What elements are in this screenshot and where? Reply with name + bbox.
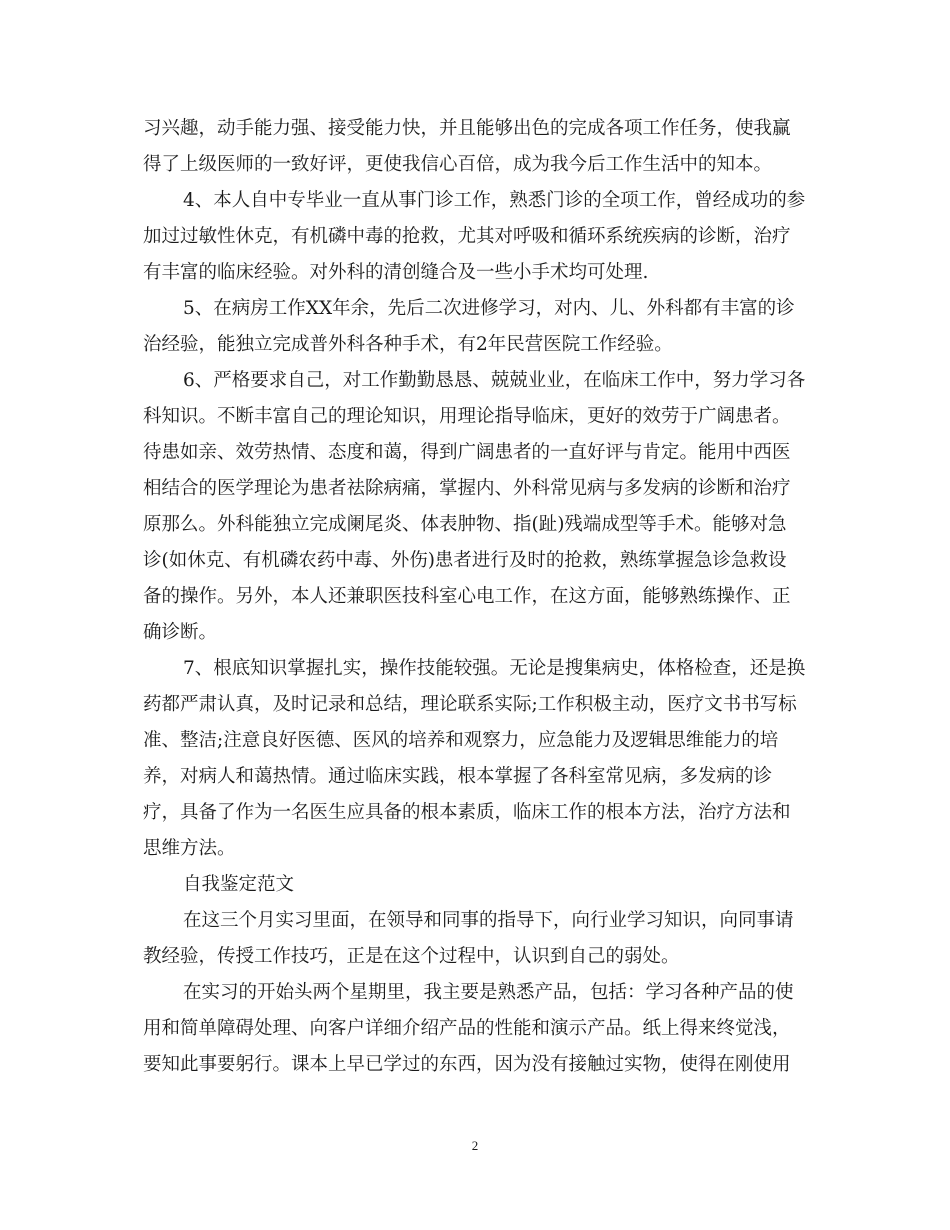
text-line: 用和简单障碍处理、向客户详细介绍产品的性能和演示产品。纸上得来终觉浅， — [143, 1018, 791, 1039]
text-line: 习兴趣，动手能力强、接受能力快，并且能够出色的完成各项工作任务，使我赢 — [143, 118, 791, 139]
text-line: 教经验，传授工作技巧，正是在这个过程中，认识到自己的弱处。 — [143, 946, 680, 967]
text-line: 7、根底知识掌握扎实，操作技能较强。无论是搜集病史，体格检查，还是换 — [183, 658, 806, 679]
text-line: 养，对病人和蔼热情。通过临床实践，根本掌握了各科室常见病，多发病的诊 — [143, 766, 773, 787]
text-line: 有丰富的临床经验。对外科的清创缝合及一些小手术均可处理. — [143, 262, 649, 283]
page-number: 2 — [471, 1138, 479, 1153]
text-line: 在这三个月实习里面，在领导和同事的指导下，向行业学习知识，向同事请 — [183, 910, 794, 931]
text-line: 科知识。不断丰富自己的理论知识，用理论指导临床，更好的效劳于广阔患者。 — [143, 406, 791, 427]
text-line: 待患如亲、效劳热情、态度和蔼，得到广阔患者的一直好评与肯定。能用中西医 — [143, 442, 791, 463]
text-line: 4、本人自中专毕业一直从事门诊工作，熟悉门诊的全项工作，曾经成功的参 — [183, 190, 806, 211]
text-line: 加过过敏性休克，有机磷中毒的抢救，尤其对呼吸和循环系统疾病的诊断，治疗 — [143, 226, 791, 247]
text-line: 治经验，能独立完成普外科各种手术，有2年民营医院工作经验。 — [143, 334, 673, 355]
text-line: 6、严格要求自己，对工作勤勤恳恳、兢兢业业，在临床工作中，努力学习各 — [183, 370, 806, 391]
text-line: 在实习的开始头两个星期里，我主要是熟悉产品，包括：学习各种产品的使 — [183, 982, 794, 1003]
text-line: 诊(如休克、有机磷农药中毒、外伤)患者进行及时的抢救，熟练掌握急诊急救设 — [143, 550, 787, 571]
section-heading: 自我鉴定范文 — [183, 874, 295, 895]
text-line: 确诊断。 — [143, 622, 218, 643]
text-line: 得了上级医师的一致好评，更使我信心百倍，成为我今后工作生活中的知本。 — [143, 154, 773, 175]
text-line: 疗，具备了作为一名医生应具备的根本素质，临床工作的根本方法，治疗方法和 — [143, 802, 791, 823]
text-line: 要知此事要躬行。课本上早已学过的东西，因为没有接触过实物，使得在刚使用 — [143, 1054, 791, 1075]
text-line: 药都严肃认真，及时记录和总结，理论联系实际;工作积极主动，医疗文书书写标 — [143, 694, 797, 715]
text-line: 准、整洁;注意良好医德、医风的培养和观察力，应急能力及逻辑思维能力的培 — [143, 730, 779, 751]
text-line: 思维方法。 — [143, 838, 236, 859]
text-line: 备的操作。另外，本人还兼职医技科室心电工作，在这方面，能够熟练操作、正 — [143, 586, 791, 607]
text-line: 原那么。外科能独立完成阑尾炎、体表肿物、指(趾)残端成型等手术。能够对急 — [143, 514, 787, 535]
text-line: 相结合的医学理论为患者祛除病痛，掌握内、外科常见病与多发病的诊断和治疗 — [143, 478, 791, 499]
text-line: 5、在病房工作XX年余，先后二次进修学习，对内、儿、外科都有丰富的诊 — [183, 298, 795, 319]
